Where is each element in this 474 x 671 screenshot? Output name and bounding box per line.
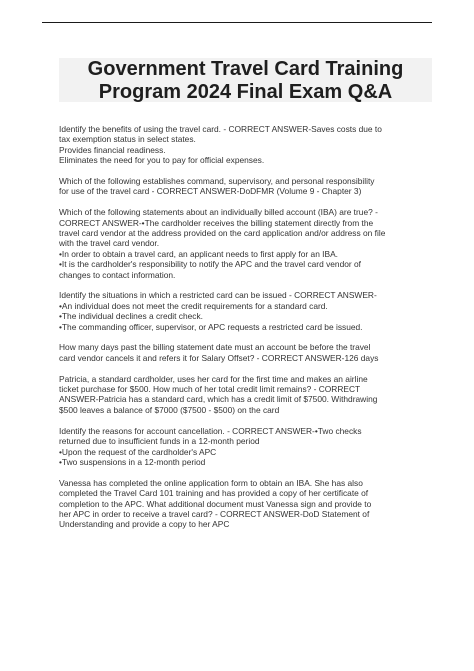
qa-text-line: card vendor cancels it and refers it for Salary Offset? - CORRECT ANSWER-126 days (59, 352, 379, 363)
document-title (59, 58, 432, 104)
qa-text-line: Vanessa has completed the online application form to obtain an IBA. She has also (59, 477, 363, 488)
title-line-1: Government Travel Card Training (87, 58, 404, 80)
qa-text-line: completion to the APC. What additional document must Vanessa sign and provide to (59, 498, 372, 509)
qa-text-line: •Two suspensions in a 12-month period (59, 456, 206, 467)
qa-text-line: Identify the benefits of using the travel card. - CORRECT ANSWER-Saves costs due to (59, 124, 382, 134)
qa-text-line: with the travel card vendor. (59, 238, 160, 249)
qa-text-line: changes to contact information. (59, 269, 176, 280)
qa-text-line: tax exemption status in select states. (59, 134, 196, 145)
qa-text-line: her APC in order to receive a travel card? - CORRECT ANSWER-DoD Statement of (59, 508, 370, 519)
qa-text-line: •An individual does not meet the credit requirements for a standard card. (59, 300, 328, 311)
qa-block (59, 207, 437, 280)
qa-text-line: How many days past the billing statement date must an account be before the travel (59, 342, 371, 353)
qa-text-line: for use of the travel card - CORRECT ANSWER-DoDFMR (Volume 9 - Chapter 3) (59, 186, 362, 197)
qa-text-line: •In order to obtain a travel card, an applicant needs to first apply for an IBA. (59, 248, 339, 259)
qa-text-line: ticket purchase for $500. How much of her total credit limit remains? - CORRECT (59, 384, 361, 395)
qa-block (59, 426, 437, 468)
qa-block (59, 478, 437, 530)
qa-text-line: Identify the situations in which a restricted card can be issued - CORRECT ANSWER- (59, 290, 377, 301)
qa-text-line: •The individual declines a credit check. (59, 311, 203, 322)
qa-block (59, 342, 437, 363)
qa-text-line: ANSWER-Patricia has a standard card, which has a credit limit of $7500. Withdrawing (59, 394, 378, 405)
qa-text-line: completed the Travel Card 101 training and has provided a copy of her certificate of (59, 488, 369, 499)
qa-text-line: •It is the cardholder's responsibility to notify the APC and the travel card vendor of (59, 259, 362, 270)
qa-text-line: Patricia, a standard cardholder, uses her card for the first time and makes an airline (59, 373, 368, 384)
title-line-2: Program 2024 Final Exam Q&A (98, 81, 393, 103)
qa-block (59, 124, 437, 166)
top-divider (42, 22, 432, 23)
qa-text-line: Eliminates the need for you to pay for official expenses. (59, 155, 265, 166)
qa-text-line: Provides financial readiness. (59, 144, 166, 155)
qa-block (59, 374, 437, 416)
qa-text-line: travel card vendor at the address provided on the card application and/or address on file (59, 228, 386, 239)
qa-text-line: returned due to insufficient funds in a 12-month period (59, 436, 260, 447)
qa-block (59, 176, 437, 197)
qa-block (59, 290, 437, 332)
qa-text-line: Understanding and provide a copy to her APC (59, 519, 230, 530)
qa-text-line: Which of the following establishes command, supervisory, and personal responsibility (59, 176, 375, 187)
qa-text-line: CORRECT ANSWER-•The cardholder receives the billing statement directly from the (59, 217, 374, 228)
qa-text-line: $500 leaves a balance of $7000 ($7500 - $500) on the card (59, 404, 280, 415)
qa-text-line: Identify the reasons for account cancellation. - CORRECT ANSWER-•Two checks (59, 425, 362, 436)
qa-text-line: Which of the following statements about an individually billed account (IBA) are true? - (59, 207, 378, 218)
qa-content (59, 124, 437, 540)
qa-text-line: •Upon the request of the cardholder's APC (59, 446, 217, 457)
qa-text-line: •The commanding officer, supervisor, or APC requests a restricted card be issued. (59, 321, 363, 332)
